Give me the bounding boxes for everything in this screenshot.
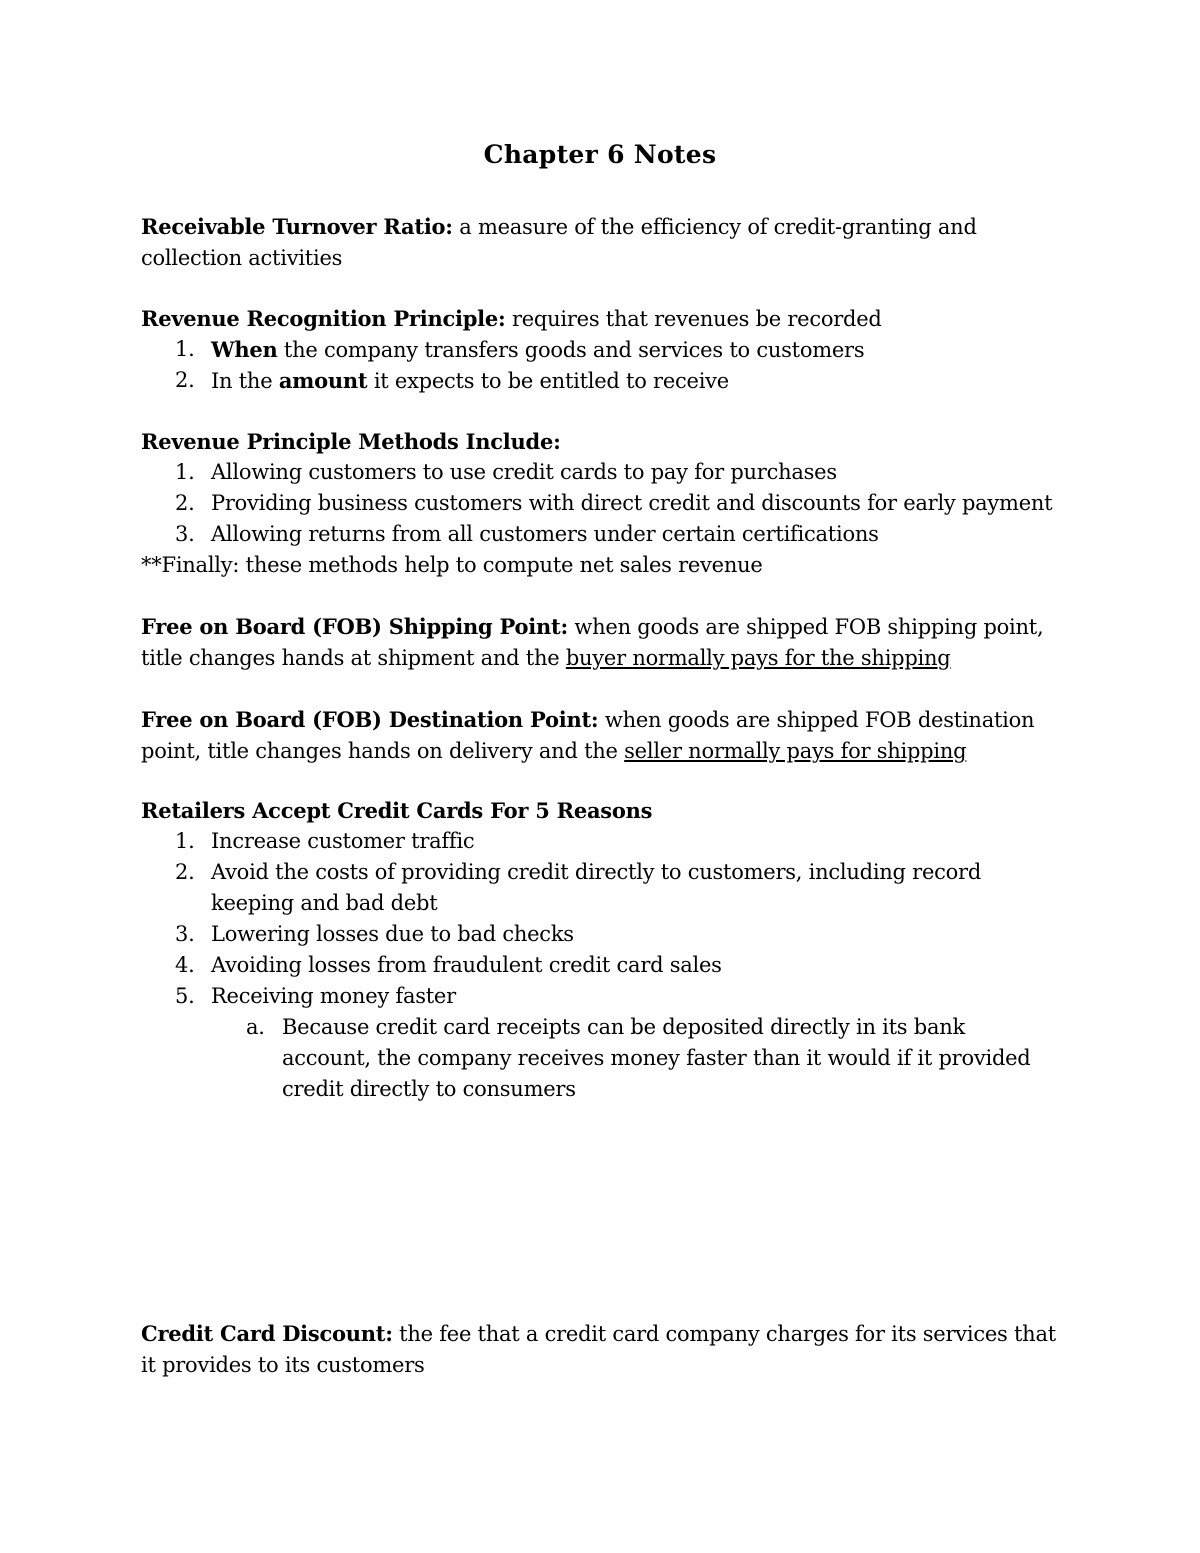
list-item-rest: it expects to be entitled to receive [367,369,729,393]
fob-destination-section [141,704,1071,767]
receivable-turnover-definition: a measure of the efficiency of credit-granting and collection activities [141,215,977,270]
list-item [141,488,1071,519]
revenue-recognition-definition: requires that revenues be recorded [511,307,882,331]
credit-card-discount-definition: the fee that a credit card company charges for its services that it provides to its customers [141,1322,1056,1377]
emphasis-text: amount [278,368,368,393]
list-item-text: Allowing customers to use credit cards to pay for purchases [211,460,837,484]
list-number: 4. [175,953,195,977]
credit-card-reasons-section [141,795,1071,1105]
revenue-recognition-section [141,303,1071,396]
list-item [141,457,1071,488]
list-number: 2. [175,491,195,515]
list-item-text: Providing business customers with direct credit and discounts for early payment [211,491,1053,515]
list-number: 3. [175,922,195,946]
list-item-pre: In the [211,369,279,393]
credit-card-discount-term: Credit Card Discount: [141,1321,393,1346]
list-item-text: Allowing returns from all customers under certain certifications [211,522,879,546]
list-number: 2. [175,860,195,884]
revenue-recognition-term: Revenue Recognition Principle: [141,306,506,331]
receivable-turnover-section [141,211,1071,274]
list-item [141,365,1071,396]
receivable-turnover-term: Receivable Turnover Ratio: [141,214,453,239]
sub-list-item-text: Because credit card receipts can be deposited directly in its bank account, the company receives money faster than it would if it provided credit directly to consumers [282,1015,1031,1101]
fob-destination-definition: when goods are shipped FOB destination point, title changes hands on delivery and the [141,708,1035,763]
list-item [141,950,1071,981]
list-item [141,857,1071,919]
list-item-text: Avoid the costs of providing credit directly to customers, including record keeping and bad debt [211,860,982,915]
list-item-text [211,334,1071,366]
list-number: 1. [175,829,195,853]
list-item-text: Receiving money faster [211,984,456,1008]
sub-list-letter: a. [246,1015,265,1039]
list-item [141,334,1071,365]
fob-destination-underlined: seller normally pays for shipping [624,739,967,763]
page-title: Chapter 6 Notes [483,140,717,169]
list-item [141,826,1071,857]
list-item-text [211,365,1071,397]
credit-card-reasons-heading: Retailers Accept Credit Cards For 5 Reasons [141,798,653,823]
list-item [141,981,1071,1012]
list-number: 2. [175,368,195,392]
list-number: 5. [175,984,195,1008]
list-item [141,519,1071,550]
fob-shipping-definition: when goods are shipped FOB shipping point, title changes hands at shipment and the [141,615,1044,670]
list-item-text: Avoiding losses from fraudulent credit card sales [211,953,722,977]
fob-shipping-term: Free on Board (FOB) Shipping Point: [141,614,568,639]
fob-shipping-underlined: buyer normally pays for the shipping [565,646,951,670]
list-item-text: Increase customer traffic [211,829,475,853]
fob-shipping-section [141,611,1071,674]
revenue-methods-section [141,426,1071,581]
list-number: 3. [175,522,195,546]
credit-card-discount-section [141,1318,1071,1381]
list-item-rest: the company transfers goods and services to customers [277,338,865,362]
emphasis-text: When [211,337,278,362]
list-number: 1. [175,337,195,361]
revenue-methods-heading: Revenue Principle Methods Include: [141,429,561,454]
list-item-text: Lowering losses due to bad checks [211,922,574,946]
revenue-recognition-definition-line [141,303,1071,334]
list-item [141,919,1071,950]
fob-destination-term: Free on Board (FOB) Destination Point: [141,707,599,732]
finally-note: **Finally: these methods help to compute net sales revenue [141,553,763,577]
sub-list-item [141,1012,1071,1105]
list-number: 1. [175,460,195,484]
